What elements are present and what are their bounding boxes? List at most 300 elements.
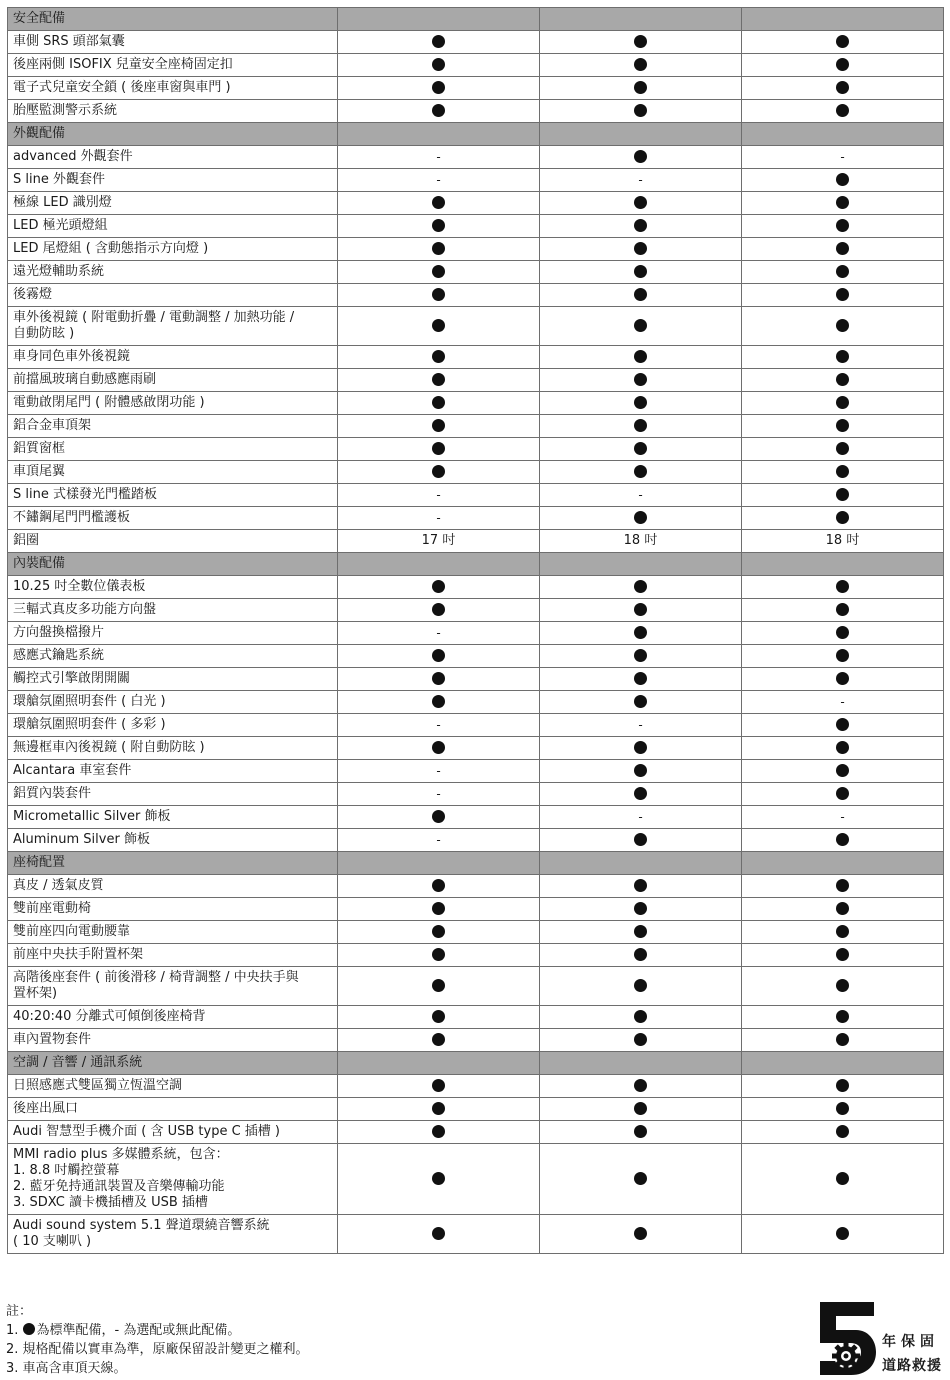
standard-dot-icon	[634, 948, 647, 961]
not-available-dash: -	[436, 510, 441, 525]
standard-dot-icon	[836, 672, 849, 685]
section-header-cell	[338, 553, 540, 576]
spec-row	[8, 238, 944, 261]
standard-dot-icon	[432, 319, 445, 332]
spec-value-cell	[540, 238, 742, 261]
spec-row	[8, 714, 944, 737]
spec-value-cell	[540, 31, 742, 54]
spec-row	[8, 146, 944, 169]
spec-value-cell	[742, 192, 944, 215]
not-available-dash: -	[436, 487, 441, 502]
standard-dot-icon	[432, 288, 445, 301]
standard-dot-icon	[634, 649, 647, 662]
spec-value-cell	[540, 1215, 742, 1254]
spec-label: 胎壓監測警示系統	[8, 100, 338, 123]
spec-label: 鋁質窗框	[8, 438, 338, 461]
standard-dot-icon	[836, 242, 849, 255]
spec-value-cell	[742, 783, 944, 806]
note-2: 2. 規格配備以實車為準，原廠保留設計變更之權利。	[6, 1342, 309, 1357]
standard-dot-icon	[432, 104, 445, 117]
spec-value-cell	[540, 967, 742, 1006]
spec-value-cell	[540, 77, 742, 100]
note-1	[6, 1321, 309, 1340]
spec-value-cell	[540, 806, 742, 829]
standard-dot-icon	[634, 350, 647, 363]
spec-row	[8, 530, 944, 553]
standard-dot-icon	[836, 1010, 849, 1023]
not-available-dash: -	[436, 763, 441, 778]
standard-dot-icon	[432, 580, 445, 593]
standard-dot-icon	[634, 58, 647, 71]
spec-row	[8, 169, 944, 192]
standard-dot-icon	[634, 925, 647, 938]
spec-value-cell	[338, 392, 540, 415]
note-1-text: 為標準配備，- 為選配或無此配備。	[36, 1323, 241, 1338]
spec-value-cell	[742, 829, 944, 852]
spec-row	[8, 760, 944, 783]
spec-value-cell	[540, 369, 742, 392]
standard-dot-icon	[432, 1010, 445, 1023]
spec-row	[8, 1121, 944, 1144]
spec-value-cell	[540, 576, 742, 599]
spec-value-cell	[540, 622, 742, 645]
spec-value-cell	[742, 1121, 944, 1144]
spec-row	[8, 484, 944, 507]
standard-dot-icon	[634, 288, 647, 301]
standard-dot-icon	[432, 1172, 445, 1185]
spec-value-cell	[338, 31, 540, 54]
spec-label-line: 高階後座套件 ( 前後滑移 / 椅背調整 / 中央扶手與	[13, 970, 299, 985]
spec-value-cell	[338, 146, 540, 169]
standard-dot-icon	[432, 465, 445, 478]
spec-value-cell	[742, 1144, 944, 1215]
section-title: 空調 / 音響 / 通訊系統	[8, 1052, 338, 1075]
spec-row	[8, 284, 944, 307]
section-header-row	[8, 8, 944, 31]
standard-dot-icon	[634, 1172, 647, 1185]
spec-row	[8, 100, 944, 123]
spec-row	[8, 645, 944, 668]
spec-row	[8, 215, 944, 238]
spec-row	[8, 415, 944, 438]
standard-dot-icon	[836, 104, 849, 117]
spec-value-cell	[338, 714, 540, 737]
standard-dot-icon	[836, 603, 849, 616]
not-available-dash: -	[436, 832, 441, 847]
spec-value-cell	[338, 921, 540, 944]
spec-row	[8, 944, 944, 967]
spec-value-cell	[742, 100, 944, 123]
standard-dot-icon	[432, 695, 445, 708]
standard-dot-icon	[634, 695, 647, 708]
spec-row	[8, 507, 944, 530]
spec-value-cell	[540, 284, 742, 307]
spec-value-cell	[540, 484, 742, 507]
spec-value-cell	[742, 415, 944, 438]
standard-dot-icon	[634, 35, 647, 48]
section-header-cell	[338, 8, 540, 31]
standard-dot-icon	[634, 419, 647, 432]
spec-value-text: 18 吋	[825, 533, 860, 548]
spec-row	[8, 1098, 944, 1121]
spec-value-cell	[742, 1098, 944, 1121]
spec-label: LED 尾燈組 ( 含動態指示方向燈 )	[8, 238, 338, 261]
section-header-cell	[742, 1052, 944, 1075]
section-title: 座椅配置	[8, 852, 338, 875]
spec-label: S line 式樣發光門檻踏板	[8, 484, 338, 507]
spec-value-cell	[742, 438, 944, 461]
spec-label: 車內置物套件	[8, 1029, 338, 1052]
section-header-cell	[540, 1052, 742, 1075]
not-available-dash: -	[638, 717, 643, 732]
spec-value-text: 18 吋	[623, 533, 658, 548]
spec-value-cell	[338, 1144, 540, 1215]
spec-value-cell	[338, 484, 540, 507]
spec-value-cell	[338, 307, 540, 346]
spec-value-cell	[338, 967, 540, 1006]
standard-dot-icon	[634, 242, 647, 255]
spec-label: 感應式鑰匙系統	[8, 645, 338, 668]
spec-value-cell	[540, 507, 742, 530]
spec-label	[8, 967, 338, 1006]
standard-dot-icon	[432, 948, 445, 961]
standard-dot-icon	[634, 1227, 647, 1240]
spec-row	[8, 1006, 944, 1029]
spec-label: 鋁圈	[8, 530, 338, 553]
spec-value-cell	[742, 967, 944, 1006]
spec-value-cell	[742, 599, 944, 622]
section-header-cell	[742, 852, 944, 875]
standard-dot-icon	[432, 396, 445, 409]
spec-row	[8, 898, 944, 921]
spec-label: 環艙氛圍照明套件 ( 多彩 )	[8, 714, 338, 737]
spec-label: 鋁合金車頂架	[8, 415, 338, 438]
section-title: 外觀配備	[8, 123, 338, 146]
standard-dot-icon	[634, 373, 647, 386]
spec-value-cell	[742, 668, 944, 691]
spec-label: 三輻式真皮多功能方向盤	[8, 599, 338, 622]
standard-dot-icon	[634, 741, 647, 754]
standard-dot-icon	[836, 288, 849, 301]
spec-row	[8, 307, 944, 346]
spec-value-cell	[338, 1121, 540, 1144]
standard-dot-icon	[432, 35, 445, 48]
spec-value-cell	[540, 645, 742, 668]
standard-dot-icon	[836, 718, 849, 731]
spec-value-cell	[742, 238, 944, 261]
spec-value-cell	[338, 284, 540, 307]
standard-dot-icon	[836, 1125, 849, 1138]
spec-row	[8, 192, 944, 215]
spec-value-cell	[338, 100, 540, 123]
spec-row	[8, 599, 944, 622]
five-gear-icon	[816, 1300, 878, 1376]
not-available-dash: -	[436, 172, 441, 187]
spec-value-cell	[338, 691, 540, 714]
standard-dot-icon	[432, 741, 445, 754]
spec-value-cell	[338, 461, 540, 484]
spec-value-cell	[742, 898, 944, 921]
spec-value-cell	[742, 1075, 944, 1098]
standard-dot-icon	[634, 879, 647, 892]
spec-row	[8, 691, 944, 714]
spec-value-cell	[338, 77, 540, 100]
spec-label: 雙前座電動椅	[8, 898, 338, 921]
spec-value-cell	[540, 737, 742, 760]
spec-value-cell	[338, 54, 540, 77]
spec-row	[8, 737, 944, 760]
spec-value-cell	[540, 346, 742, 369]
spec-value-cell	[742, 507, 944, 530]
standard-dot-icon	[836, 58, 849, 71]
spec-value-cell	[742, 54, 944, 77]
spec-value-cell	[338, 806, 540, 829]
spec-row	[8, 622, 944, 645]
warranty-badge	[816, 1300, 946, 1376]
spec-value-cell	[742, 760, 944, 783]
spec-value-cell	[338, 645, 540, 668]
spec-value-cell	[338, 238, 540, 261]
spec-value-cell	[742, 146, 944, 169]
standard-dot-icon	[836, 442, 849, 455]
spec-row	[8, 54, 944, 77]
spec-value-cell	[742, 806, 944, 829]
spec-row	[8, 875, 944, 898]
standard-dot-icon	[634, 81, 647, 94]
notes-heading: 註：	[6, 1304, 33, 1319]
spec-row	[8, 392, 944, 415]
standard-dot-icon	[432, 649, 445, 662]
spec-label: 觸控式引擎啟閉開關	[8, 668, 338, 691]
standard-dot-icon	[432, 925, 445, 938]
spec-label: 40:20:40 分離式可傾倒後座椅背	[8, 1006, 338, 1029]
section-header-cell	[338, 1052, 540, 1075]
standard-dot-icon	[836, 1172, 849, 1185]
standard-dot-icon	[836, 1227, 849, 1240]
spec-value-cell	[540, 783, 742, 806]
section-header-cell	[742, 123, 944, 146]
spec-label: 10.25 吋全數位儀表板	[8, 576, 338, 599]
spec-value-cell	[338, 415, 540, 438]
standard-dot-icon	[836, 373, 849, 386]
standard-dot-icon	[634, 319, 647, 332]
spec-row	[8, 829, 944, 852]
spec-label: Audi 智慧型手機介面 ( 含 USB type C 插槽 )	[8, 1121, 338, 1144]
spec-label-line: 自動防眩 )	[13, 326, 75, 341]
spec-row	[8, 576, 944, 599]
spec-value-text: 17 吋	[421, 533, 456, 548]
spec-value-cell	[540, 438, 742, 461]
spec-value-cell	[540, 530, 742, 553]
section-header-cell	[540, 553, 742, 576]
spec-value-cell	[742, 369, 944, 392]
spec-value-cell	[540, 668, 742, 691]
standard-dot-icon	[634, 1102, 647, 1115]
spec-value-cell	[338, 369, 540, 392]
standard-dot-icon	[634, 1079, 647, 1092]
spec-row	[8, 261, 944, 284]
standard-dot-icon	[432, 879, 445, 892]
section-header-cell	[742, 553, 944, 576]
spec-value-cell	[540, 829, 742, 852]
standard-dot-icon	[836, 350, 849, 363]
spec-value-cell	[540, 100, 742, 123]
spec-value-cell	[742, 622, 944, 645]
spec-value-cell	[338, 576, 540, 599]
spec-row	[8, 461, 944, 484]
spec-value-cell	[742, 645, 944, 668]
spec-label: Micrometallic Silver 飾板	[8, 806, 338, 829]
spec-value-cell	[742, 944, 944, 967]
standard-dot-icon	[836, 741, 849, 754]
spec-value-cell	[742, 714, 944, 737]
spec-value-cell	[540, 1144, 742, 1215]
not-available-dash: -	[840, 694, 845, 709]
spec-label: Aluminum Silver 飾板	[8, 829, 338, 852]
spec-label-line: ( 10 支喇叭 )	[13, 1234, 92, 1249]
spec-row	[8, 77, 944, 100]
spec-label: 後座兩側 ISOFIX 兒童安全座椅固定扣	[8, 54, 338, 77]
standard-dot-icon	[836, 1102, 849, 1115]
spec-label-line: MMI radio plus 多媒體系統，包含：	[13, 1147, 229, 1162]
spec-label: Alcantara 車室套件	[8, 760, 338, 783]
spec-value-cell	[540, 415, 742, 438]
standard-dot-icon	[836, 925, 849, 938]
roadside-label: 道路救援	[882, 1358, 942, 1374]
spec-label: 後霧燈	[8, 284, 338, 307]
spec-value-cell	[540, 169, 742, 192]
standard-dot-icon	[836, 396, 849, 409]
spec-value-cell	[338, 169, 540, 192]
spec-label-line: Audi sound system 5.1 聲道環繞音響系統	[13, 1218, 270, 1233]
spec-value-cell	[742, 1215, 944, 1254]
spec-value-cell	[742, 77, 944, 100]
spec-value-cell	[540, 146, 742, 169]
standard-dot-icon	[634, 1125, 647, 1138]
standard-dot-icon	[432, 219, 445, 232]
spec-value-cell	[742, 691, 944, 714]
standard-dot-icon	[432, 419, 445, 432]
spec-value-cell	[742, 921, 944, 944]
standard-dot-icon	[836, 764, 849, 777]
spec-value-cell	[338, 1215, 540, 1254]
standard-dot-icon	[634, 396, 647, 409]
spec-value-cell	[742, 169, 944, 192]
standard-dot-icon	[836, 1033, 849, 1046]
spec-label: 極線 LED 識別燈	[8, 192, 338, 215]
spec-value-cell	[742, 1029, 944, 1052]
spec-value-cell	[742, 31, 944, 54]
not-available-dash: -	[436, 717, 441, 732]
note-3: 3. 車高含車頂天線。	[6, 1361, 127, 1376]
standard-dot-icon	[432, 442, 445, 455]
standard-dot-icon	[634, 902, 647, 915]
section-header-cell	[338, 852, 540, 875]
spec-label-line: 3. SDXC 讀卡機插槽及 USB 插槽	[13, 1195, 208, 1210]
standard-dot-icon	[836, 265, 849, 278]
standard-dot-icon	[836, 879, 849, 892]
spec-value-cell	[338, 737, 540, 760]
spec-value-cell	[540, 875, 742, 898]
spec-value-cell	[742, 530, 944, 553]
standard-dot-icon	[836, 511, 849, 524]
spec-value-cell	[338, 599, 540, 622]
standard-dot-icon	[634, 580, 647, 593]
spec-row	[8, 806, 944, 829]
standard-dot-icon	[836, 979, 849, 992]
spec-value-cell	[540, 54, 742, 77]
standard-dot-icon	[836, 219, 849, 232]
standard-dot-icon	[432, 979, 445, 992]
spec-label: 前座中央扶手附置杯架	[8, 944, 338, 967]
spec-row	[8, 346, 944, 369]
standard-dot-icon	[836, 35, 849, 48]
spec-value-cell	[338, 622, 540, 645]
spec-label-line: 置杯架)	[13, 986, 58, 1001]
spec-row	[8, 1029, 944, 1052]
spec-table-body	[8, 8, 944, 1254]
spec-value-cell	[338, 1075, 540, 1098]
standard-dot-icon	[634, 265, 647, 278]
section-header-row	[8, 1052, 944, 1075]
spec-value-cell	[540, 192, 742, 215]
standard-dot-icon	[432, 265, 445, 278]
spec-value-cell	[338, 1006, 540, 1029]
spec-value-cell	[742, 461, 944, 484]
spec-value-cell	[338, 829, 540, 852]
spec-label: 遠光燈輔助系統	[8, 261, 338, 284]
spec-value-cell	[540, 691, 742, 714]
spec-value-cell	[540, 921, 742, 944]
spec-value-cell	[338, 1029, 540, 1052]
spec-value-cell	[338, 346, 540, 369]
spec-value-cell	[540, 261, 742, 284]
spec-label: 前擋風玻璃自動感應雨刷	[8, 369, 338, 392]
spec-label-line: 車外後視鏡 ( 附電動折疊 / 電動調整 / 加熱功能 /	[13, 310, 295, 325]
section-header-cell	[338, 123, 540, 146]
spec-value-cell	[742, 1006, 944, 1029]
standard-dot-icon	[432, 196, 445, 209]
standard-dot-icon	[836, 488, 849, 501]
standard-dot-icon	[836, 419, 849, 432]
spec-value-cell	[338, 668, 540, 691]
spec-row	[8, 31, 944, 54]
not-available-dash: -	[840, 149, 845, 164]
spec-label: 車側 SRS 頭部氣囊	[8, 31, 338, 54]
standard-dot-icon	[836, 465, 849, 478]
standard-dot-icon	[634, 1010, 647, 1023]
spec-value-cell	[338, 898, 540, 921]
standard-dot-icon	[432, 58, 445, 71]
spec-value-cell	[338, 507, 540, 530]
spec-label	[8, 1144, 338, 1215]
standard-dot-icon	[836, 580, 849, 593]
section-header-cell	[540, 123, 742, 146]
spec-value-cell	[540, 307, 742, 346]
section-header-row	[8, 123, 944, 146]
standard-dot-icon	[634, 1033, 647, 1046]
standard-dot-icon	[836, 902, 849, 915]
spec-label: 雙前座四向電動腰靠	[8, 921, 338, 944]
standard-dot-icon	[634, 626, 647, 639]
standard-dot-icon	[432, 603, 445, 616]
standard-dot-icon	[432, 1033, 445, 1046]
spec-row	[8, 967, 944, 1006]
standard-dot-icon	[634, 511, 647, 524]
standard-dot-icon	[23, 1323, 35, 1335]
spec-label-line: 2. 藍牙免持通訊裝置及音樂傳輸功能	[13, 1179, 225, 1194]
spec-value-cell	[540, 1075, 742, 1098]
